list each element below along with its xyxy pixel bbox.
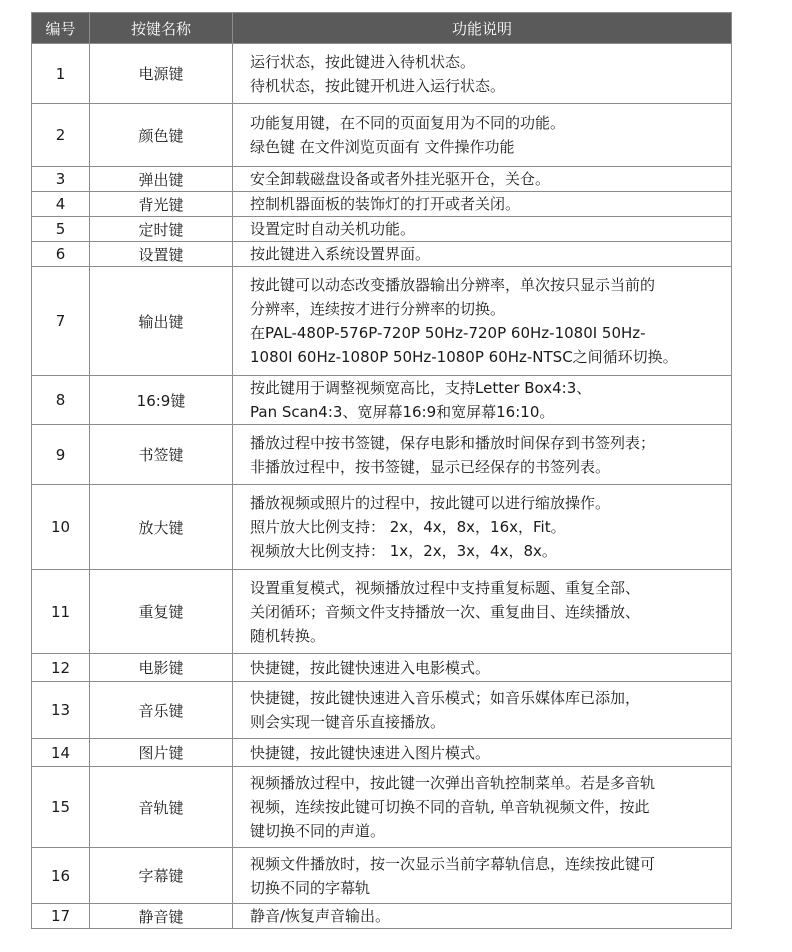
description-line: 视频文件播放时，按一次显示当前字幕轨信息，连续按此键可 xyxy=(250,854,656,873)
key-name: 电影键 xyxy=(90,654,233,682)
description-line: 视频，连续按此键可切换不同的音轨, 单音轨视频文件，按此 xyxy=(250,798,650,816)
table-row xyxy=(32,425,732,485)
function-description xyxy=(233,767,732,848)
key-name: 输出键 xyxy=(90,267,233,376)
key-name: 弹出键 xyxy=(90,167,233,192)
description-line: 快捷键，按此键快速进入图片模式。 xyxy=(250,743,491,762)
description-line: 按此键用于调整视频宽高比，支持Letter Box4:3、 xyxy=(250,379,592,397)
description-line: 随机转换。 xyxy=(250,626,326,645)
table-row xyxy=(32,44,732,104)
row-number: 2 xyxy=(32,104,90,167)
key-name: 静音键 xyxy=(90,904,233,929)
row-number: 15 xyxy=(32,767,90,848)
row-number: 5 xyxy=(32,217,90,242)
description-line: 静音/恢复声音输出。 xyxy=(250,907,391,925)
description-line: 视频播放过程中，按此键一次弹出音轨控制菜单。若是多音轨 xyxy=(250,774,656,792)
row-number: 9 xyxy=(32,425,90,485)
table-row xyxy=(32,485,732,570)
function-description xyxy=(233,739,732,767)
table-row xyxy=(32,217,732,242)
function-description xyxy=(233,376,732,425)
description-line: 待机状态，按此键开机进入运行状态。 xyxy=(250,76,506,95)
table-row xyxy=(32,242,732,267)
header-name: 按键名称 xyxy=(90,13,233,44)
row-number: 14 xyxy=(32,739,90,767)
description-line: 控制机器面板的装饰灯的打开或者关闭。 xyxy=(250,195,521,213)
description-line: 按此键进入系统设置界面。 xyxy=(250,245,431,263)
description-line: 非播放过程中，按书签键，显示已经保存的书签列表。 xyxy=(250,457,611,476)
key-name: 放大键 xyxy=(90,485,233,570)
description-line: 绿色键 在文件浏览页面有 文件操作功能 xyxy=(250,138,515,156)
table-header-row xyxy=(32,13,732,44)
key-name: 定时键 xyxy=(90,217,233,242)
table-row xyxy=(32,376,732,425)
row-number: 11 xyxy=(32,570,90,654)
description-line: 在PAL-480P-576P-720P 50Hz-720P 60Hz-1080I 50Hz- xyxy=(250,324,646,342)
function-description xyxy=(233,904,732,929)
description-line: 设置定时自动关机功能。 xyxy=(250,220,416,238)
key-function-table xyxy=(31,12,732,929)
row-number: 8 xyxy=(32,376,90,425)
description-line: 照片放大比例支持： 2x，4x，8x，16x，Fit。 xyxy=(250,518,566,536)
table-row xyxy=(32,654,732,682)
description-line: 关闭循环；音频文件支持播放一次、重复曲目、连续播放、 xyxy=(250,602,641,621)
description-line: 安全卸载磁盘设备或者外挂光驱开仓，关仓。 xyxy=(250,170,551,188)
header-desc: 功能说明 xyxy=(233,13,732,44)
description-line: 快捷键，按此键快速进入电影模式。 xyxy=(250,658,491,677)
row-number: 12 xyxy=(32,654,90,682)
key-name: 字幕键 xyxy=(90,848,233,904)
description-line: 播放视频或照片的过程中，按此键可以进行缩放操作。 xyxy=(250,494,611,512)
key-name: 书签键 xyxy=(90,425,233,485)
function-description xyxy=(233,570,732,654)
description-line: 切换不同的字幕轨 xyxy=(250,878,371,897)
function-description xyxy=(233,654,732,682)
function-description xyxy=(233,485,732,570)
function-description xyxy=(233,167,732,192)
function-description xyxy=(233,192,732,217)
description-line: 设置重复模式，视频播放过程中支持重复标题、重复全部、 xyxy=(250,578,641,597)
row-number: 6 xyxy=(32,242,90,267)
description-line: Pan Scan4:3、宽屏幕16:9和宽屏幕16:10。 xyxy=(250,403,555,421)
key-name: 音乐键 xyxy=(90,682,233,739)
function-description xyxy=(233,242,732,267)
row-number: 4 xyxy=(32,192,90,217)
key-name: 电源键 xyxy=(90,44,233,104)
key-name: 16:9键 xyxy=(90,376,233,425)
table-row xyxy=(32,848,732,904)
key-name: 音轨键 xyxy=(90,767,233,848)
key-name: 颜色键 xyxy=(90,104,233,167)
table-row xyxy=(32,167,732,192)
function-description xyxy=(233,682,732,739)
key-name: 设置键 xyxy=(90,242,233,267)
function-description xyxy=(233,217,732,242)
function-description xyxy=(233,267,732,376)
row-number: 17 xyxy=(32,904,90,929)
table-row xyxy=(32,267,732,376)
description-line: 运行状态，按此键进入待机状态。 xyxy=(250,52,476,71)
description-line: 快捷键，按此键快速进入音乐模式；如音乐媒体库已添加， xyxy=(250,689,641,707)
table-row xyxy=(32,682,732,739)
description-line: 功能复用键，在不同的页面复用为不同的功能。 xyxy=(250,114,566,132)
table-row xyxy=(32,904,732,929)
row-number: 16 xyxy=(32,848,90,904)
key-name: 背光键 xyxy=(90,192,233,217)
description-line: 键切换不同的声道。 xyxy=(250,822,386,840)
description-line: 1080I 60Hz-1080P 50Hz-1080P 60Hz-NTSC之间循环切换。 xyxy=(250,348,678,366)
table-row xyxy=(32,104,732,167)
row-number: 13 xyxy=(32,682,90,739)
function-description xyxy=(233,44,732,104)
row-number: 7 xyxy=(32,267,90,376)
header-num: 编号 xyxy=(32,13,90,44)
table-row xyxy=(32,570,732,654)
row-number: 3 xyxy=(32,167,90,192)
row-number: 1 xyxy=(32,44,90,104)
description-line: 则会实现一键音乐直接播放。 xyxy=(250,713,446,731)
table-row xyxy=(32,767,732,848)
description-line: 播放过程中按书签键，保存电影和播放时间保存到书签列表； xyxy=(250,433,656,452)
row-number: 10 xyxy=(32,485,90,570)
function-description xyxy=(233,848,732,904)
function-description xyxy=(233,104,732,167)
key-name: 图片键 xyxy=(90,739,233,767)
description-line: 视频放大比例支持： 1x，2x，3x，4x，8x。 xyxy=(250,542,557,560)
table-row xyxy=(32,192,732,217)
description-line: 分辨率，连续按才进行分辨率的切换。 xyxy=(250,300,506,318)
table-row xyxy=(32,739,732,767)
key-name: 重复键 xyxy=(90,570,233,654)
function-description xyxy=(233,425,732,485)
description-line: 按此键可以动态改变播放器输出分辨率，单次按只显示当前的 xyxy=(250,276,656,294)
